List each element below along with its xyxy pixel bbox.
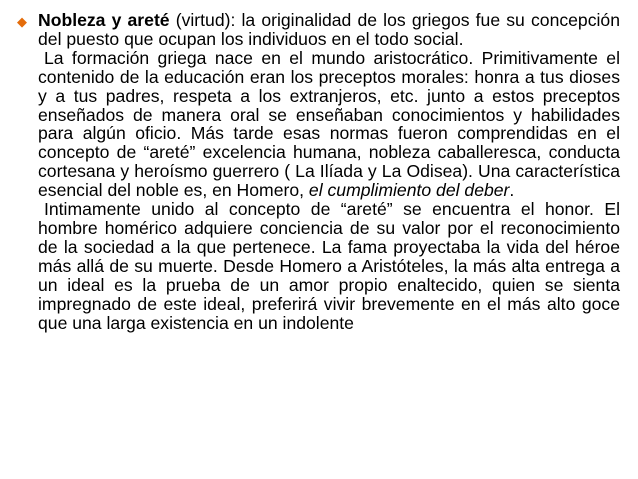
para1-text: La formación griega nace en el mundo aristocrático. Primitivamente el contenido de la educación eran los preceptos morales: honra a tus dioses y a tus padres, respeta a los extranjeros, etc. junto a estos preceptos enseñados de manera oral se enseñaban conocimientos y habilidades para algún oficio. Más tarde esas normas fueron comprendidas en el concepto de “areté” excelencia humana, nobleza caballeresca, conducta cortesana y heroísmo guerrero ( La Ilíada y La Odisea). Una característica esencial del noble es, en Homero, xyxy=(38,47,620,201)
diamond-bullet-icon xyxy=(17,17,27,27)
paragraph-honor xyxy=(15,200,620,332)
slide-content xyxy=(15,11,620,332)
bullet-item xyxy=(15,11,620,49)
paragraph-formacion xyxy=(15,49,620,200)
para1-text-end: . xyxy=(509,180,515,201)
para1-italic: el cumplimiento del deber xyxy=(308,180,510,201)
intro-bold-title: Nobleza y areté xyxy=(38,10,170,30)
para2-text: Intimamente unido al concepto de “areté” se encuentra el honor. El hombre homérico adquiere conciencia de su valor por el reconocimiento de la sociedad a la que pertenece. La fama proyectaba la vida del héroe más allá de su muerte. Desde Homero a Aristóteles, la más alta entrega a un ideal es la prueba de un amor propio enaltecido, quien se sienta impregnado de este ideal, preferirá vivir brevemente en el más alto goce que una larga existencia en un indolente xyxy=(38,199,620,333)
intro-text: (virtud): la originalidad de los griegos fue su concepción del puesto que ocupan los individuos en el todo social. xyxy=(38,10,620,49)
intro-paragraph xyxy=(38,11,620,49)
